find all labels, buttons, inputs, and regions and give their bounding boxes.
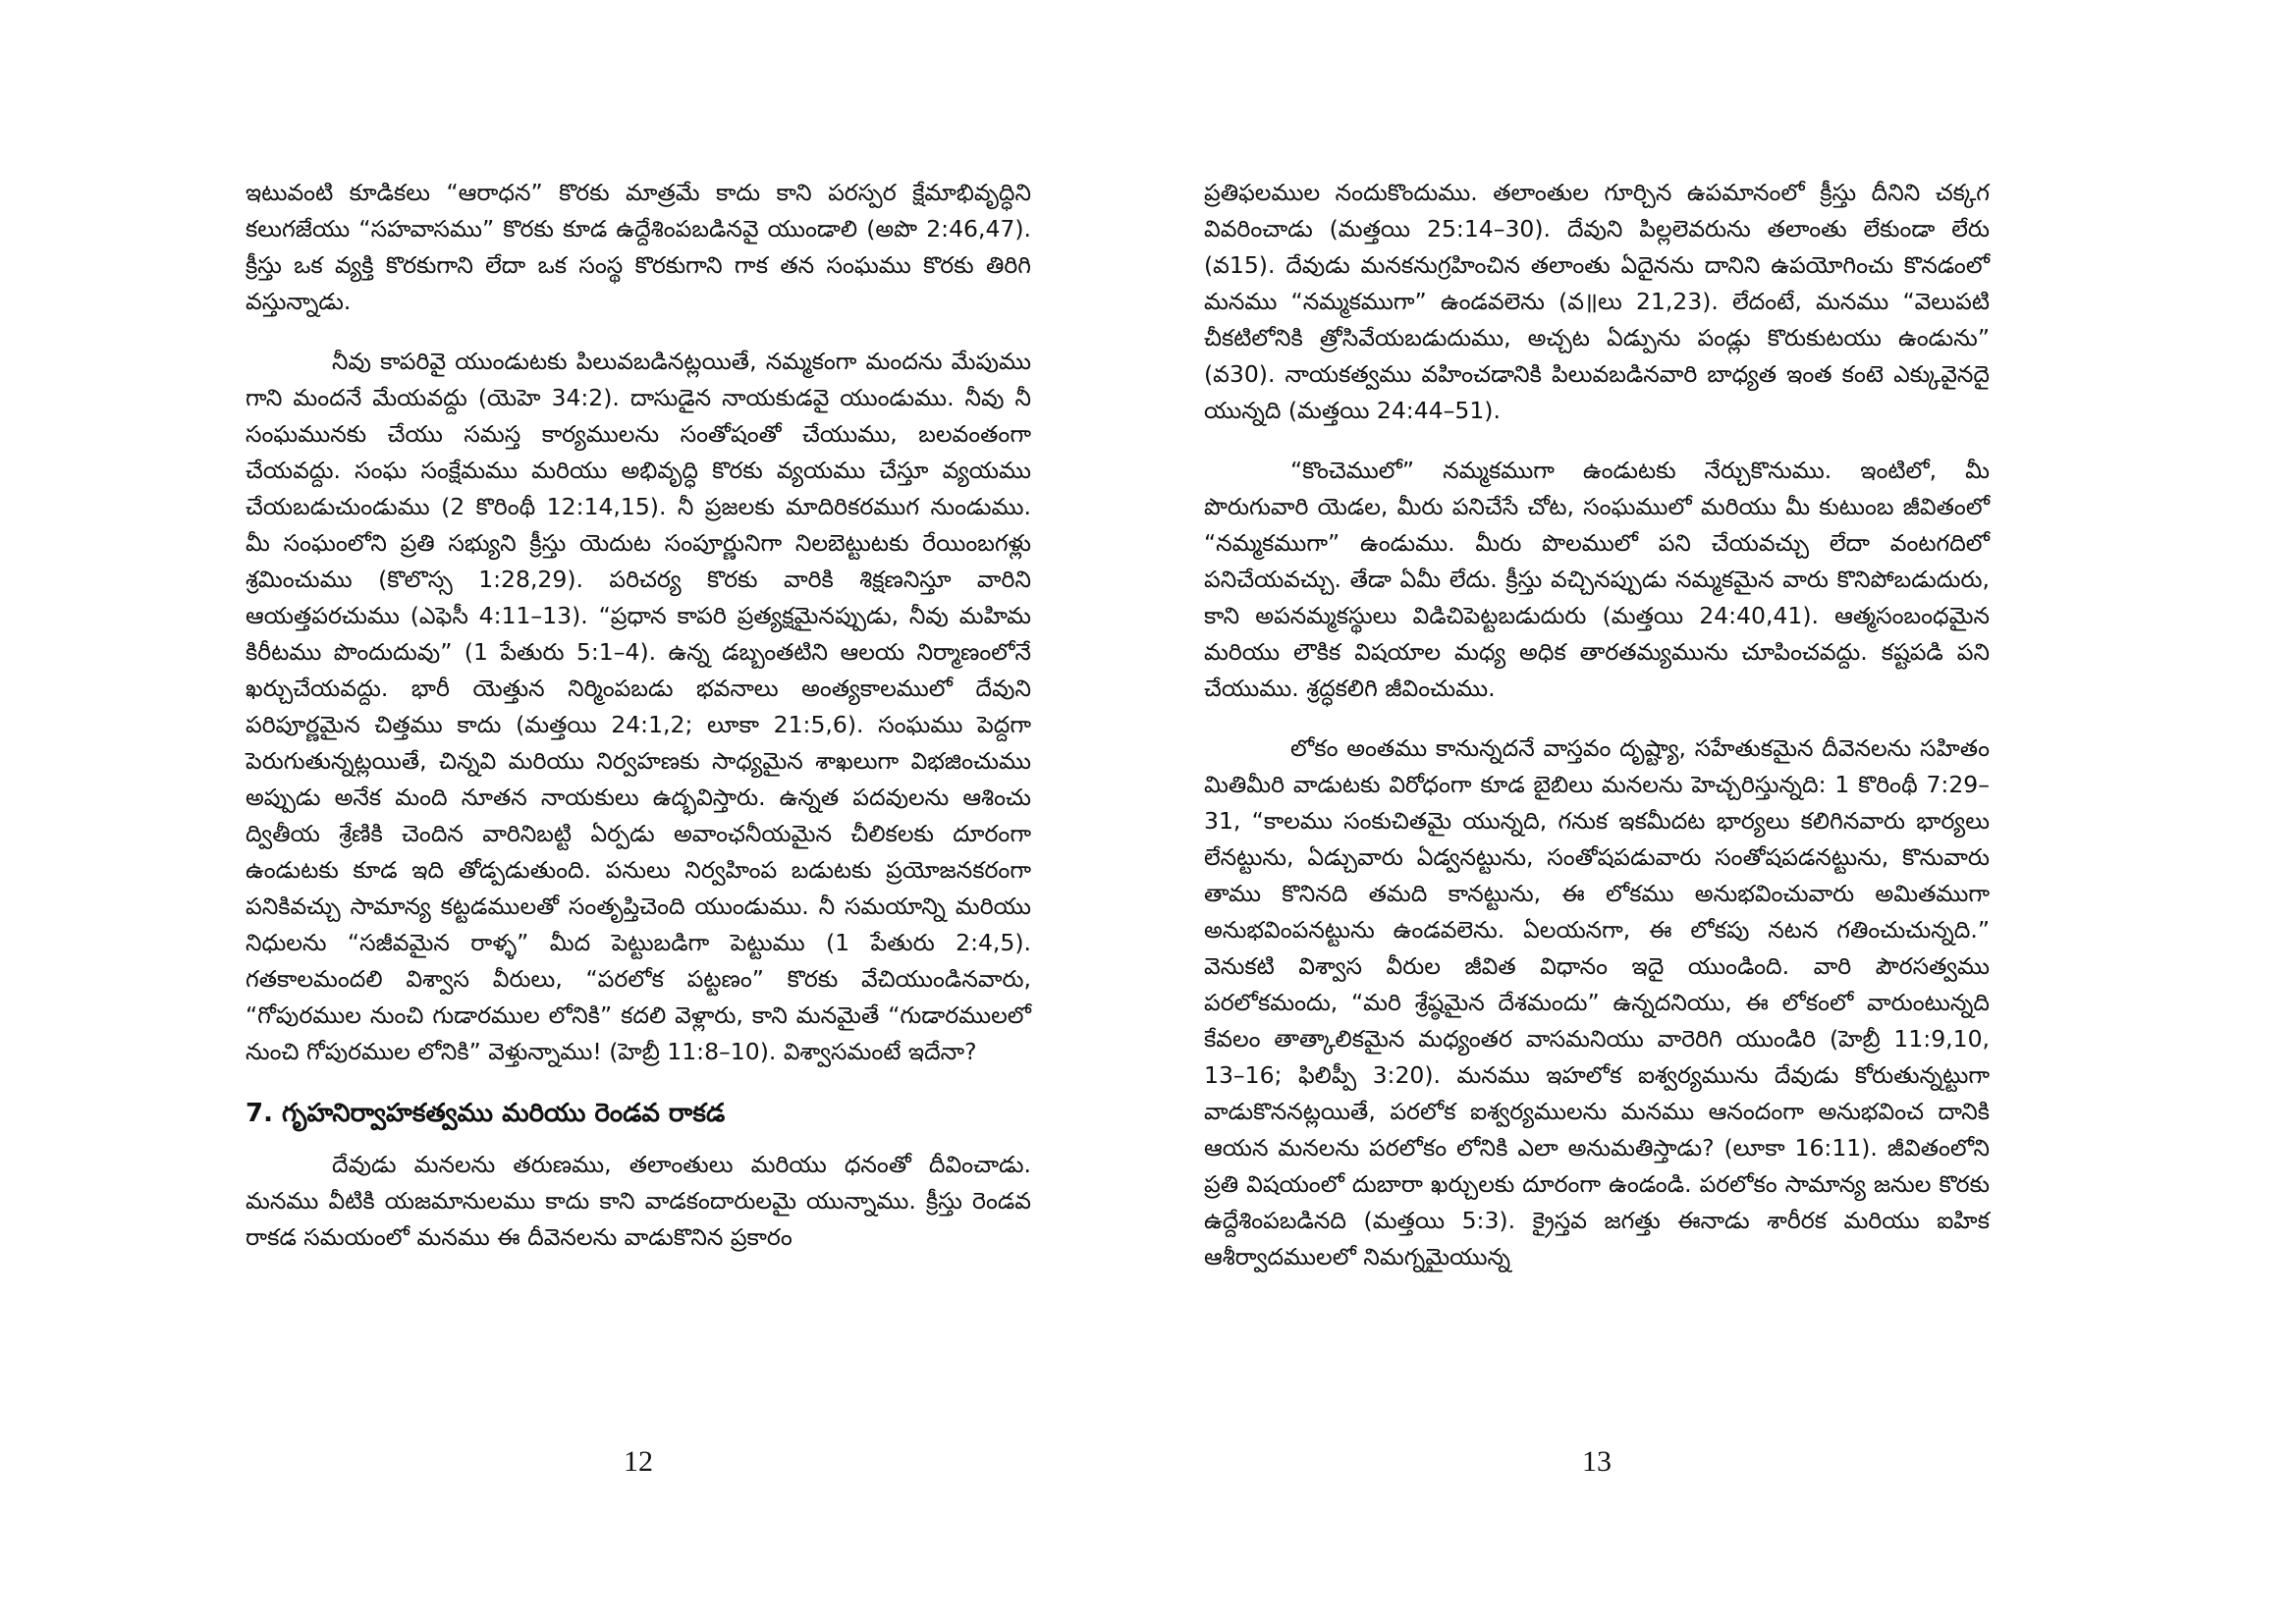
- paragraph: “కొంచెములో” నమ్మకముగా ఉండుటకు నేర్చుకొనుము. ఇంటిలో, మీ పొరుగువారి యెడల, మీరు పనిచేసే చోట, సంఘములో మరియు మీ కుటుంబ జీవితంలో “నమ్మకముగా” ఉండుము. మీరు పొలములో పని చేయవచ్చు లేదా వంటగదిలో పనిచేయవచ్చు. తేడా ఏమీ లేదు. క్రీస్తు వచ్చినప్పుడు నమ్మకమైన వారు కొనిపోబడుదురు, కాని అపనమ్మకస్థులు విడిచిపెట్టబడుదురు (మత్తయి 24:40,41). ఆత్మసంబంధమైన మరియు లౌకిక విషయాల మధ్య అధిక తారతమ్యమును చూపించవద్దు. కష్టపడి పని చేయుము. శ్రద్ధకలిగి జీవించుము.: [1204, 457, 1990, 702]
- page-number: 13: [1582, 1445, 1612, 1478]
- paragraph: లోకం అంతము కానున్నదనే వాస్తవం దృష్ట్యా, సహేతుకమైన దీవెనలను సహితం మితిమీరి వాడుటకు విరోధంగా కూడ బైబిలు మనలను హెచ్చరిస్తున్నది: 1 కొరింథీ 7:29–31, “కాలము సంకుచితమై యున్నది, గనుక ఇకమీదట భార్యలు కలిగినవారు భార్యలు లేనట్టును, ఏడ్చువారు ఏడ్వనట్టును, సంతోషపడువారు సంతోషపడనట్టును, కొనువారు తాము కొనినది తమది కానట్టును, ఈ లోకము అనుభవించువారు అమితముగా అనుభవింపనట్టును ఉండవలెను. ఏలయనగా, ఈ లోకపు నటన గతించుచున్నది.” వెనుకటి విశ్వాస వీరుల జీవిత విధానం ఇదై యుండింది. వారి పౌరసత్వము పరలోకమందు, “మరి శ్రేష్ఠమైన దేశమందు” ఉన్నదనియు, ఈ లోకంలో వారుంటున్నది కేవలం తాత్కాలికమైన మధ్యంతర వాసమనియు వారెరిగి యుండిరి (హెబ్రీ 11:9,10, 13–16; ఫిలిప్పీ 3:20). మనము ఇహలోక ఐశ్వర్యమును దేవుడు కోరుతున్నట్టుగా వాడుకొననట్లయితే, పరలోక ఐశ్వర్యములను మనము ఆనందంగా అనుభవించ దానికి ఆయన మనలను పరలోకం లోనికి ఎలా అనుమతిస్తాడు? (లూకా 16:11). జీవితంలోని ప్రతి విషయంలో దుబారా ఖర్చులకు దూరంగా ఉండండి. పరలోకం సామాన్య జనుల కొరకు ఉద్దేశింపబడినది (మత్తయి 5:3). క్రైస్తవ జగత్తు ఈనాడు శారీరక మరియు ఐహిక ఆశీర్వాదములలో నిమగ్నమైయున్న: [1204, 734, 1990, 1271]
- paragraph: దేవుడు మనలను తరుణము, తలాంతులు మరియు ధనంతో దీవించాడు. మనము వీటికి యజమానులము కాదు కాని వాడకందారులమై యున్నాము. క్రీస్తు రెండవ రాకడ సమయంలో మనము ఈ దీవెనలను వాడుకొనిన ప్రకారం: [246, 1151, 1031, 1251]
- left-page-text: [246, 175, 1031, 1279]
- right-page-text: [1204, 175, 1990, 1299]
- section-heading: 7. గృహనిర్వాహకత్వము మరియు రెండవ రాకడ: [246, 1099, 726, 1128]
- paragraph: ప్రతిఫలముల నందుకొందుము. తలాంతుల గూర్చిన ఉపమానంలో క్రీస్తు దీనిని చక్కగ వివరించాడు (మత్తయి 25:14–30). దేవుని పిల్లలెవరును తలాంతు లేకుండా లేరు (వ15). దేవుడు మనకనుగ్రహించిన తలాంతు ఏదైనను దానిని ఉపయోగించు కొనడంలో మనము “నమ్మకముగా” ఉండవలెను (వ॥లు 21,23). లేదంటే, మనము “వెలుపటి చీకటిలోనికి త్రోసివేయబడుదుము, అచ్చట ఏడ్పును పండ్లు కొరుకుటయు ఉండును” (వ30). నాయకత్వము వహించడానికి పిలువబడినవారి బాధ్యత ఇంత కంటె ఎక్కువైనదై యున్నది (మత్తయి 24:44–51).: [1204, 179, 1990, 424]
- left-page: [246, 0, 1031, 1622]
- right-page: [1204, 0, 1990, 1622]
- page-number: 12: [624, 1445, 653, 1478]
- paragraph: నీవు కాపరివై యుండుటకు పిలువబడినట్లయితే, నమ్మకంగా మందను మేపుము గాని మందనే మేయవద్దు (యెహె 34:2). దాసుడైన నాయకుడవై యుండుము. నీవు నీ సంఘమునకు చేయు సమస్త కార్యములను సంతోషంతో చేయుము, బలవంతంగా చేయవద్దు. సంఘ సంక్షేమము మరియు అభివృద్ధి కొరకు వ్యయము చేస్తూ వ్యయము చేయబడుచుండుము (2 కొరింథీ 12:14,15). నీ ప్రజలకు మాదిరికరముగ నుండుము. మీ సంఘంలోని ప్రతి సభ్యుని క్రీస్తు యెదుట సంపూర్ణునిగా నిలబెట్టుటకు రేయింబగళ్లు శ్రమించుము (కొలొస్స 1:28,29). పరిచర్య కొరకు వారికి శిక్షణనిస్తూ వారిని ఆయత్తపరచుము (ఎఫెసీ 4:11–13). “ప్రధాన కాపరి ప్రత్యక్షమైనప్పుడు, నీవు మహిమ కిరీటము పొందుదువు” (1 పేతురు 5:1–4). ఉన్న డబ్బంతటిని ఆలయ నిర్మాణంలోనే ఖర్చుచేయవద్దు. భారీ యెత్తున నిర్మింపబడు భవనాలు అంత్యకాలములో దేవుని పరిపూర్ణమైన చిత్తము కాదు (మత్తయి 24:1,2; లూకా 21:5,6). సంఘము పెద్దగా పెరుగుతున్నట్లయితే, చిన్నవి మరియు నిర్వహణకు సాధ్యమైన శాఖలుగా విభజించుము అప్పుడు అనేక మంది నూతన నాయకులు ఉద్భవిస్తారు. ఉన్నత పదవులను ఆశించు ద్వితీయ శ్రేణికి చెందిన వారినిబట్టి ఏర్పడు అవాంఛనీయమైన చీలికలకు దూరంగా ఉండుటకు కూడ ఇది తోడ్పడుతుంది. పనులు నిర్వహింప బడుటకు ప్రయోజనకరంగా పనికివచ్చు సామాన్య కట్టడములతో సంతృప్తిచెంది యుండుము. నీ సమయాన్ని మరియు నిధులను “సజీవమైన రాళ్ళ” మీద పెట్టుబడిగా పెట్టుము (1 పేతురు 2:4,5). గతకాలమందలి విశ్వాస వీరులు, “పరలోక పట్టణం” కొరకు వేచియుండినవారు, “గోపురముల నుంచి గుడారముల లోనికి” కదలి వెళ్లారు, కాని మనమైతే “గుడారములలో నుంచి గోపురముల లోనికి” వెళ్తున్నాము! (హెబ్రీ 11:8–10). విశ్వాసమంటే ఇదేనా?: [246, 348, 1031, 1065]
- paragraph: ఇటువంటి కూడికలు “ఆరాధన” కొరకు మాత్రమే కాదు కాని పరస్పర క్షేమాభివృద్ధిని కలుగజేయు “సహవాసము” కొరకు కూడ ఉద్దేశింపబడినవై యుండాలి (అపొ 2:46,47). క్రీస్తు ఒక వ్యక్తి కొరకుగాని లేదా ఒక సంస్థ కొరకుగాని గాక తన సంఘము కొరకు తిరిగి వస్తున్నాడు.: [246, 179, 1031, 315]
